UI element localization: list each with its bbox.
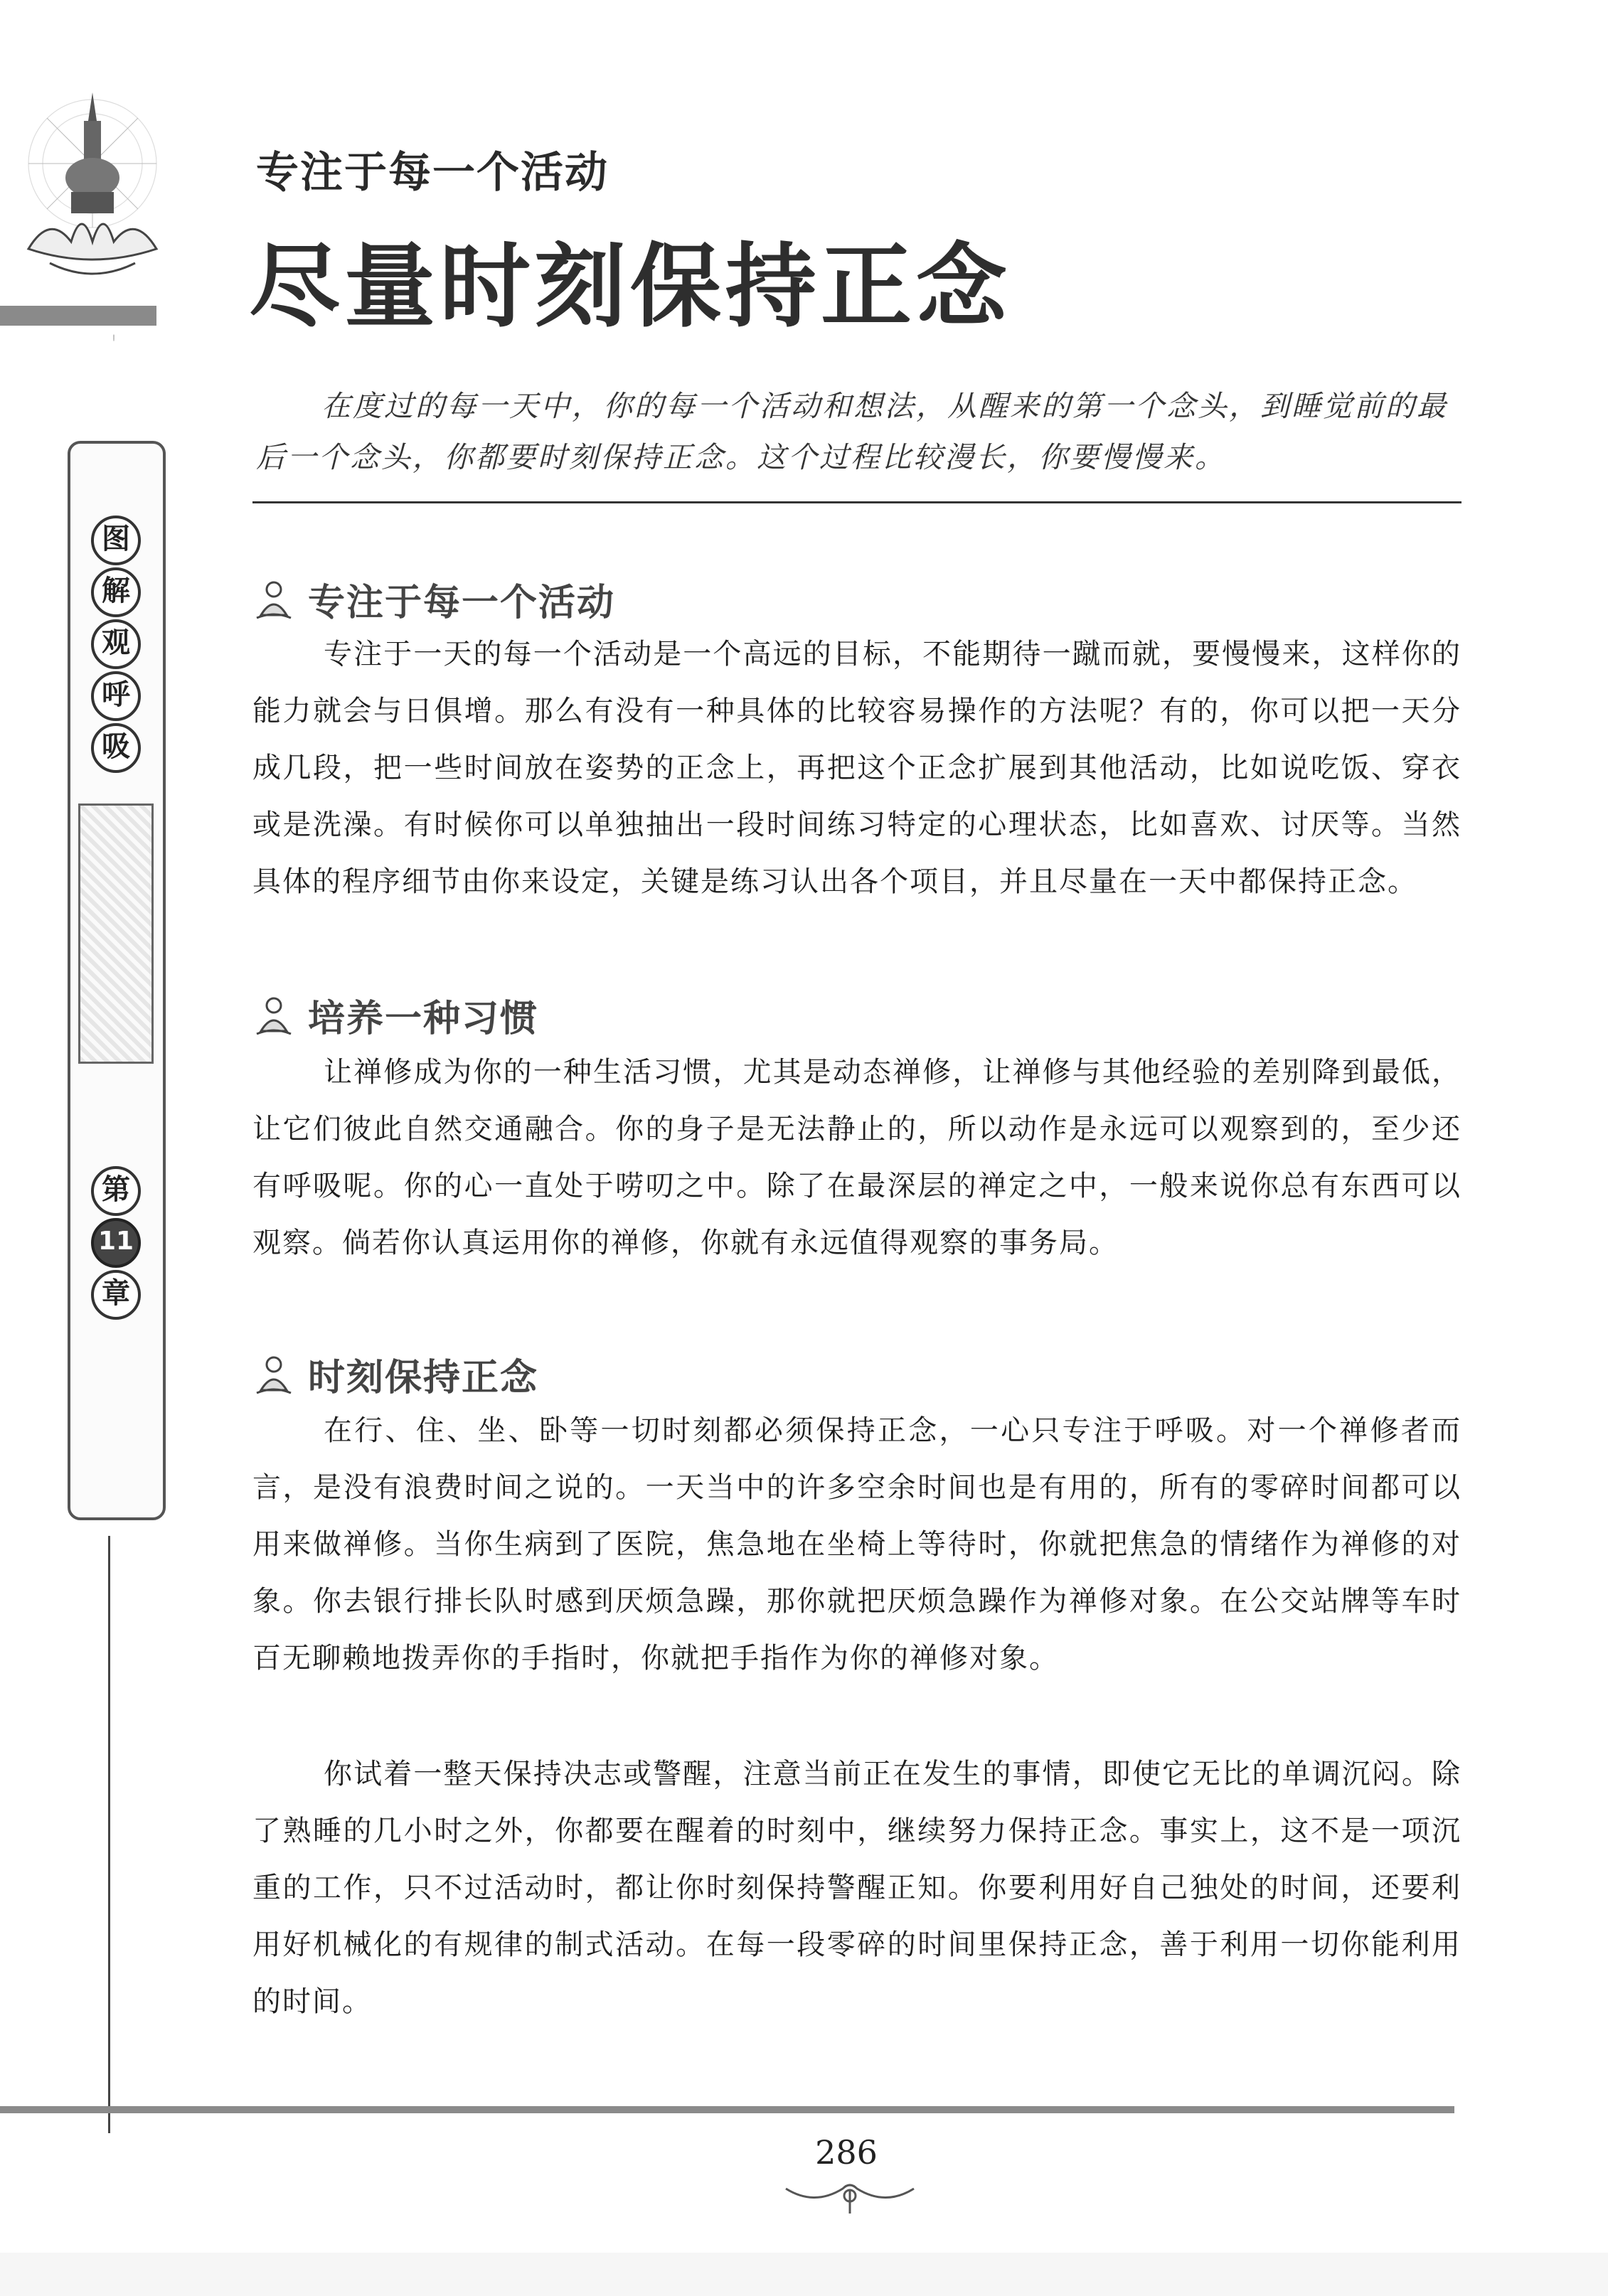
book-char-1: 图 [91, 516, 141, 565]
section-heading-text: 时刻保持正念 [308, 1356, 539, 1399]
stupa-ornament-icon [7, 71, 171, 292]
book-char-2: 解 [91, 567, 141, 617]
buddha-icon [252, 578, 295, 621]
buddha-icon [252, 994, 295, 1037]
intro-divider [252, 501, 1461, 503]
chapter-char-1: 第 [91, 1166, 141, 1216]
section-heading-text: 培养一种习惯 [308, 997, 539, 1040]
book-char-3: 观 [91, 619, 141, 669]
chapter-number: 11 [91, 1218, 141, 1268]
page-bottom-band [0, 2253, 1608, 2296]
page-number-ornament-icon [779, 2174, 921, 2217]
section-3-paragraph-2: 你试着一整天保持决志或警醒，注意当前正在发生的事情，即使它无比的单调沉闷。除了熟睡的几小时之外，你都要在醒着的时刻中，继续努力保持正念。事实上，这不是一项沉重的工作，只不过活动时，都让你时刻保持警醒正知。你要利用好自己独处的时间，还要利用好机械化的有规律的制式活动。在每一段零碎的时间里保持正念，善于利用一切你能利用的时间。 [252, 1758, 1461, 2018]
intro-paragraph: 在度过的每一天中，你的每一个活动和想法，从醒来的第一个念头，到睡觉前的最后一个念头，你都要时刻保持正念。这个过程比较漫长，你要慢慢来。 [256, 389, 1448, 474]
section-heading-text: 专注于每一个活动 [308, 581, 616, 624]
section-heading-1 [252, 572, 615, 626]
sidebar-ornament-panel [78, 803, 154, 1064]
header-bar [0, 306, 156, 326]
page-title: 尽量时刻保持正念 [249, 233, 1012, 340]
footer-divider [0, 2106, 1454, 2113]
section-heading-2 [252, 988, 538, 1042]
section-1-paragraph-1: 专注于一天的每一个活动是一个高远的目标，不能期待一蹴而就，要慢慢来，这样你的能力就会与日俱增。那么有没有一种具体的比较容易操作的方法呢？有的，你可以把一天分成几段，把一些时间放在姿势的正念上，再把这个正念扩展到其他活动，比如说吃饭、穿衣或是洗澡。有时候你可以单独抽出一段时间练习特定的心理状态，比如喜欢、讨厌等。当然具体的程序细节由你来设定，关键是练习认出各个项目，并且尽量在一天中都保持正念。 [252, 638, 1461, 898]
section-2-paragraph-1: 让禅修成为你的一种生活习惯，尤其是动态禅修，让禅修与其他经验的差别降到最低，让它们彼此自然交通融合。你的身子是无法静止的，所以动作是永远可以观察到的，至少还有呼吸呢。你的心一直处于唠叨之中。除了在最深层的禅定之中，一般来说你总有东西可以观察。倘若你认真运用你的禅修，你就有永远值得观察的事务局。 [252, 1056, 1461, 1259]
book-char-5: 吸 [91, 723, 141, 773]
chapter-char-2: 章 [91, 1270, 141, 1320]
sidebar-pole [108, 1536, 110, 2133]
book-char-4: 呼 [91, 671, 141, 721]
section-heading-3 [252, 1347, 538, 1401]
sidebar-pole-ornament [64, 334, 164, 448]
page-subtitle: 专注于每一个活动 [256, 148, 609, 198]
section-3-paragraph-1: 在行、住、坐、卧等一切时刻都必须保持正念，一心只专注于呼吸。对一个禅修者而言，是没有浪费时间之说的。一天当中的许多空余时间也是有用的，所有的零碎时间都可以用来做禅修。当你生病到了医院，焦急地在坐椅上等待时，你就把焦急的情绪作为禅修的对象。你去银行排长队时感到厌烦急躁，那你就把厌烦急躁作为禅修对象。在公交站牌等车时百无聊赖地拨弄你的手指时，你就把手指作为你的禅修对象。 [252, 1414, 1461, 1675]
buddha-icon [252, 1353, 295, 1396]
page-number: 286 [815, 2133, 878, 2172]
